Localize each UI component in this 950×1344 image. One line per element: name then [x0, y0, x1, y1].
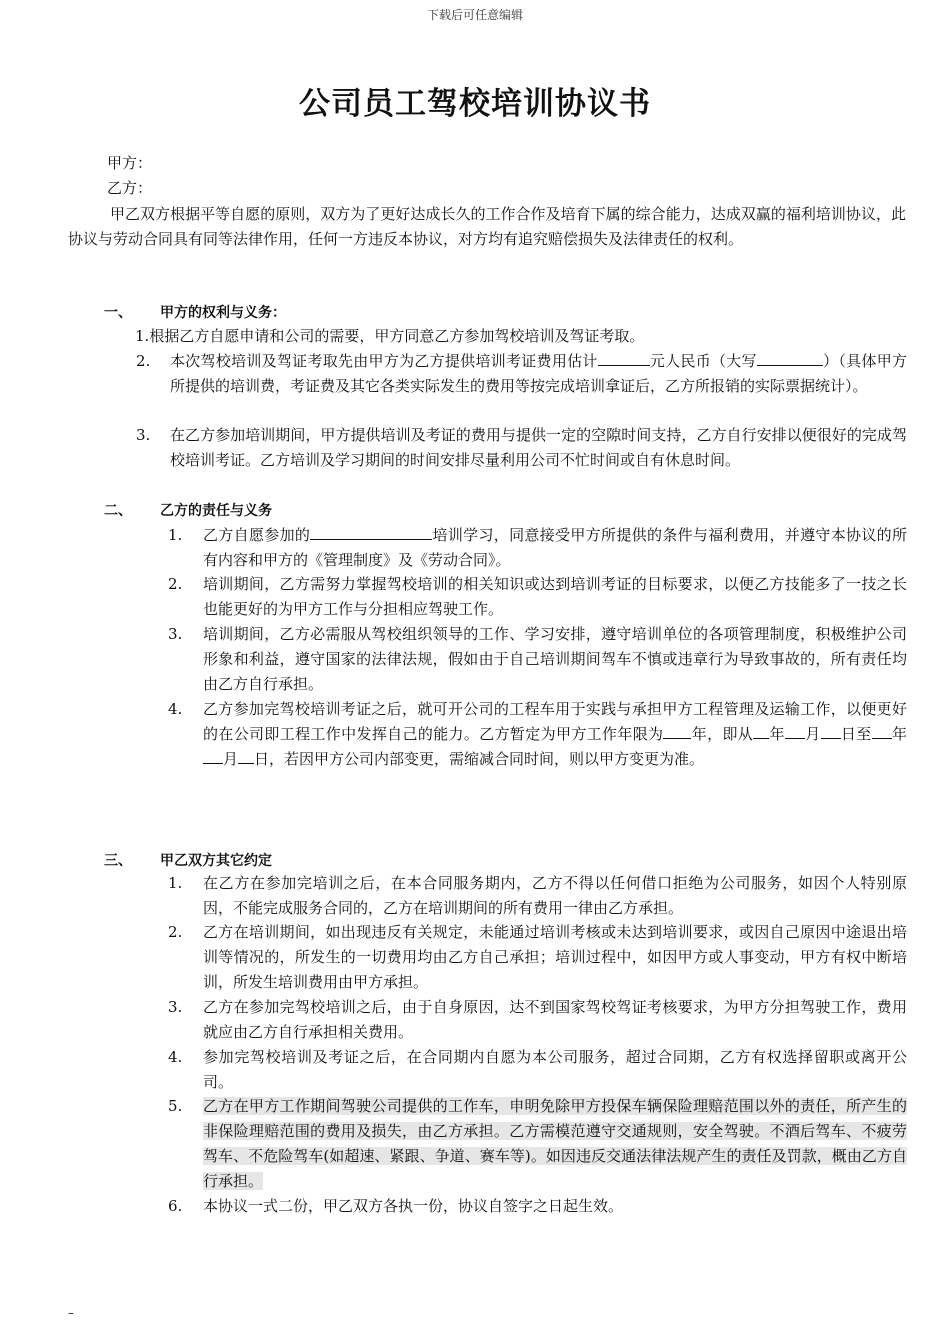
section-number: 二、 [104, 503, 132, 519]
clause-number: 4. [168, 1048, 183, 1066]
section-number: 一、 [104, 305, 132, 321]
clause-text: 年 [769, 725, 785, 743]
clause-text: 参加完驾校培训及考证之后，在合同期内自愿为本公司服务，超过合同期，乙方有权选择留职或离开公司。 [203, 1048, 907, 1091]
clause-2-3 [168, 622, 907, 697]
clause-number: 4. [168, 700, 183, 718]
clause-text: 培训期间，乙方必需服从驾校组织领导的工作、学习安排，遵守培训单位的各项管理制度，积极维护公司形象和利益，遵守国家的法律法规，假如由于自己培训期间驾车不慎或违章行为导致事故的，所有责任均由乙方自行承担。 [203, 625, 907, 693]
fee-amount-blank [598, 349, 650, 366]
clause-2-1 [168, 523, 907, 573]
party-b-label: 乙方： [107, 179, 153, 197]
section-2-heading [104, 500, 272, 520]
section-1-heading [104, 302, 286, 322]
end-day-blank [238, 747, 254, 764]
end-month-blank [203, 747, 223, 764]
clause-number: 1. [168, 874, 183, 892]
training-name-blank [310, 523, 432, 540]
clause-text: 本次驾校培训及驾证考取先由甲方为乙方提供培训考证费用估计 [170, 352, 598, 370]
clause-text: 培训学习，同意接受甲方所提供的条件与福利费用，并遵守本协议的所有内容和甲方的《管理制度》及《劳动合同》。 [203, 526, 907, 569]
clause-text: 日，若因甲方公司内部变更，需缩减合同时间，则以甲方变更为准。 [254, 750, 705, 768]
document-title: 公司员工驾校培训协议书 [299, 86, 651, 122]
clause-1-2 [136, 349, 907, 399]
clause-text-highlighted: 乙方在甲方工作期间驾驶公司提供的工作车，申明免除甲方投保车辆保险理赔范围以外的责任，所产生的非保险理赔范围的费用及损失，由乙方承担。乙方需模范遵守交通规则，安全驾驶。不酒后驾车、不疲劳驾车、不危险驾车(如超速、紧跟、争道、赛车等)。如因违反交通法律法规产生的责任及罚款，概由乙方自行承担。 [203, 1097, 907, 1190]
clause-number: 2. [168, 575, 183, 593]
end-year-blank [872, 722, 892, 739]
clause-text: 乙方在参加完驾校培训之后，由于自身原因，达不到国家驾校驾证考核要求，为甲方分担驾驶工作，费用就应由乙方自行承担相关费用。 [203, 998, 907, 1041]
section-title: 甲方的权利与义务： [160, 305, 286, 321]
clause-text: 培训期间，乙方需努力掌握驾校培训的相关知识或达到培训考证的目标要求，以便乙方技能多了一技之长也能更好的为甲方工作与分担相应驾驶工作。 [203, 575, 907, 618]
clause-text: 乙方自愿参加的 [203, 526, 311, 544]
header-note: 下载后可任意编辑 [426, 8, 523, 22]
years-blank [663, 722, 691, 739]
clause-3-2 [168, 920, 907, 995]
section-title: 甲乙双方其它约定 [160, 853, 272, 869]
clause-text: 乙方参加完驾校培训考证之后，就可开公司的工程车用于实践与承担甲方工程管理及运输工作，以便更好的在公司即工程工作中发挥自己的能力。乙方暂定为甲方工作年限为 [203, 700, 907, 743]
clause-number: 1. [135, 327, 150, 345]
clause-number: 3. [168, 625, 183, 643]
clause-3-1 [168, 871, 907, 921]
intro-paragraph: 甲乙双方根据平等自愿的原则，双方为了更好达成长久的工作合作及培育下属的综合能力，达成双赢的福利培训协议，此协议与劳动合同具有同等法律作用，任何一方违反本协议，对方均有追究赔偿损失及法律责任的权利。 [68, 205, 906, 248]
start-day-blank [821, 722, 841, 739]
section-title: 乙方的责任与义务 [160, 503, 272, 519]
clause-3-5 [168, 1094, 907, 1194]
clause-2-2 [168, 572, 907, 622]
clause-text: 在乙方在参加完培训之后，在本合同服务期内，乙方不得以任何借口拒绝为公司服务，如因个人特别原因，不能完成服务合同的，乙方在培训期间的所有费用一律由乙方承担。 [203, 874, 907, 917]
clause-number: 2. [168, 923, 183, 941]
clause-text: 年，即从 [691, 725, 754, 743]
clause-number: 6. [168, 1197, 183, 1215]
clause-number: 2. [136, 352, 151, 370]
footer-mark: – [68, 1306, 74, 1320]
start-year-blank [753, 722, 769, 739]
clause-text: 根据乙方自愿申请和公司的需要，甲方同意乙方参加驾校培训及驾证考取。 [149, 327, 645, 345]
clause-text: ）（具体甲方所提供的培训费，考证费及其它各类实际发生的费用等按完成培训拿证后，乙方所报销的实际票据统计）。 [170, 352, 907, 395]
clause-number: 1. [168, 526, 183, 544]
section-3-heading [104, 850, 272, 870]
clause-3-4 [168, 1045, 907, 1095]
fee-uppercase-blank [757, 349, 823, 366]
clause-number: 3. [168, 998, 183, 1016]
section-number: 三、 [104, 853, 132, 869]
party-a-label: 甲方： [107, 154, 153, 172]
start-month-blank [785, 722, 805, 739]
clause-1-3 [136, 423, 907, 473]
clause-text: 本协议一式二份，甲乙双方各执一份，协议自签字之日起生效。 [203, 1197, 624, 1215]
clause-3-3 [168, 995, 907, 1045]
clause-2-4 [168, 697, 907, 772]
clause-1-1 [135, 324, 907, 349]
clause-text: 年 [891, 725, 907, 743]
clause-text: 乙方在培训期间，如出现违反有关规定，未能通过培训考核或未达到培训要求，或因自己原因中途退出培训等情况的，所发生的一切费用均由乙方自己承担；培训过程中，如因甲方或人事变动，甲方有权中断培训，所发生培训费用由甲方承担。 [203, 923, 907, 991]
clause-number: 3. [136, 426, 151, 444]
clause-number: 5. [168, 1097, 183, 1115]
clause-text: 日至 [840, 725, 872, 743]
clause-text: 月 [804, 725, 821, 743]
clause-text: 在乙方参加培训期间，甲方提供培训及考证的费用与提供一定的空隙时间支持，乙方自行安排以便很好的完成驾校培训考证。乙方培训及学习期间的时间安排尽量利用公司不忙时间或自有休息时间。 [170, 426, 907, 469]
clause-text: 元人民币（大写 [649, 352, 757, 370]
clause-3-6 [168, 1194, 907, 1219]
clause-text: 月 [223, 750, 239, 768]
